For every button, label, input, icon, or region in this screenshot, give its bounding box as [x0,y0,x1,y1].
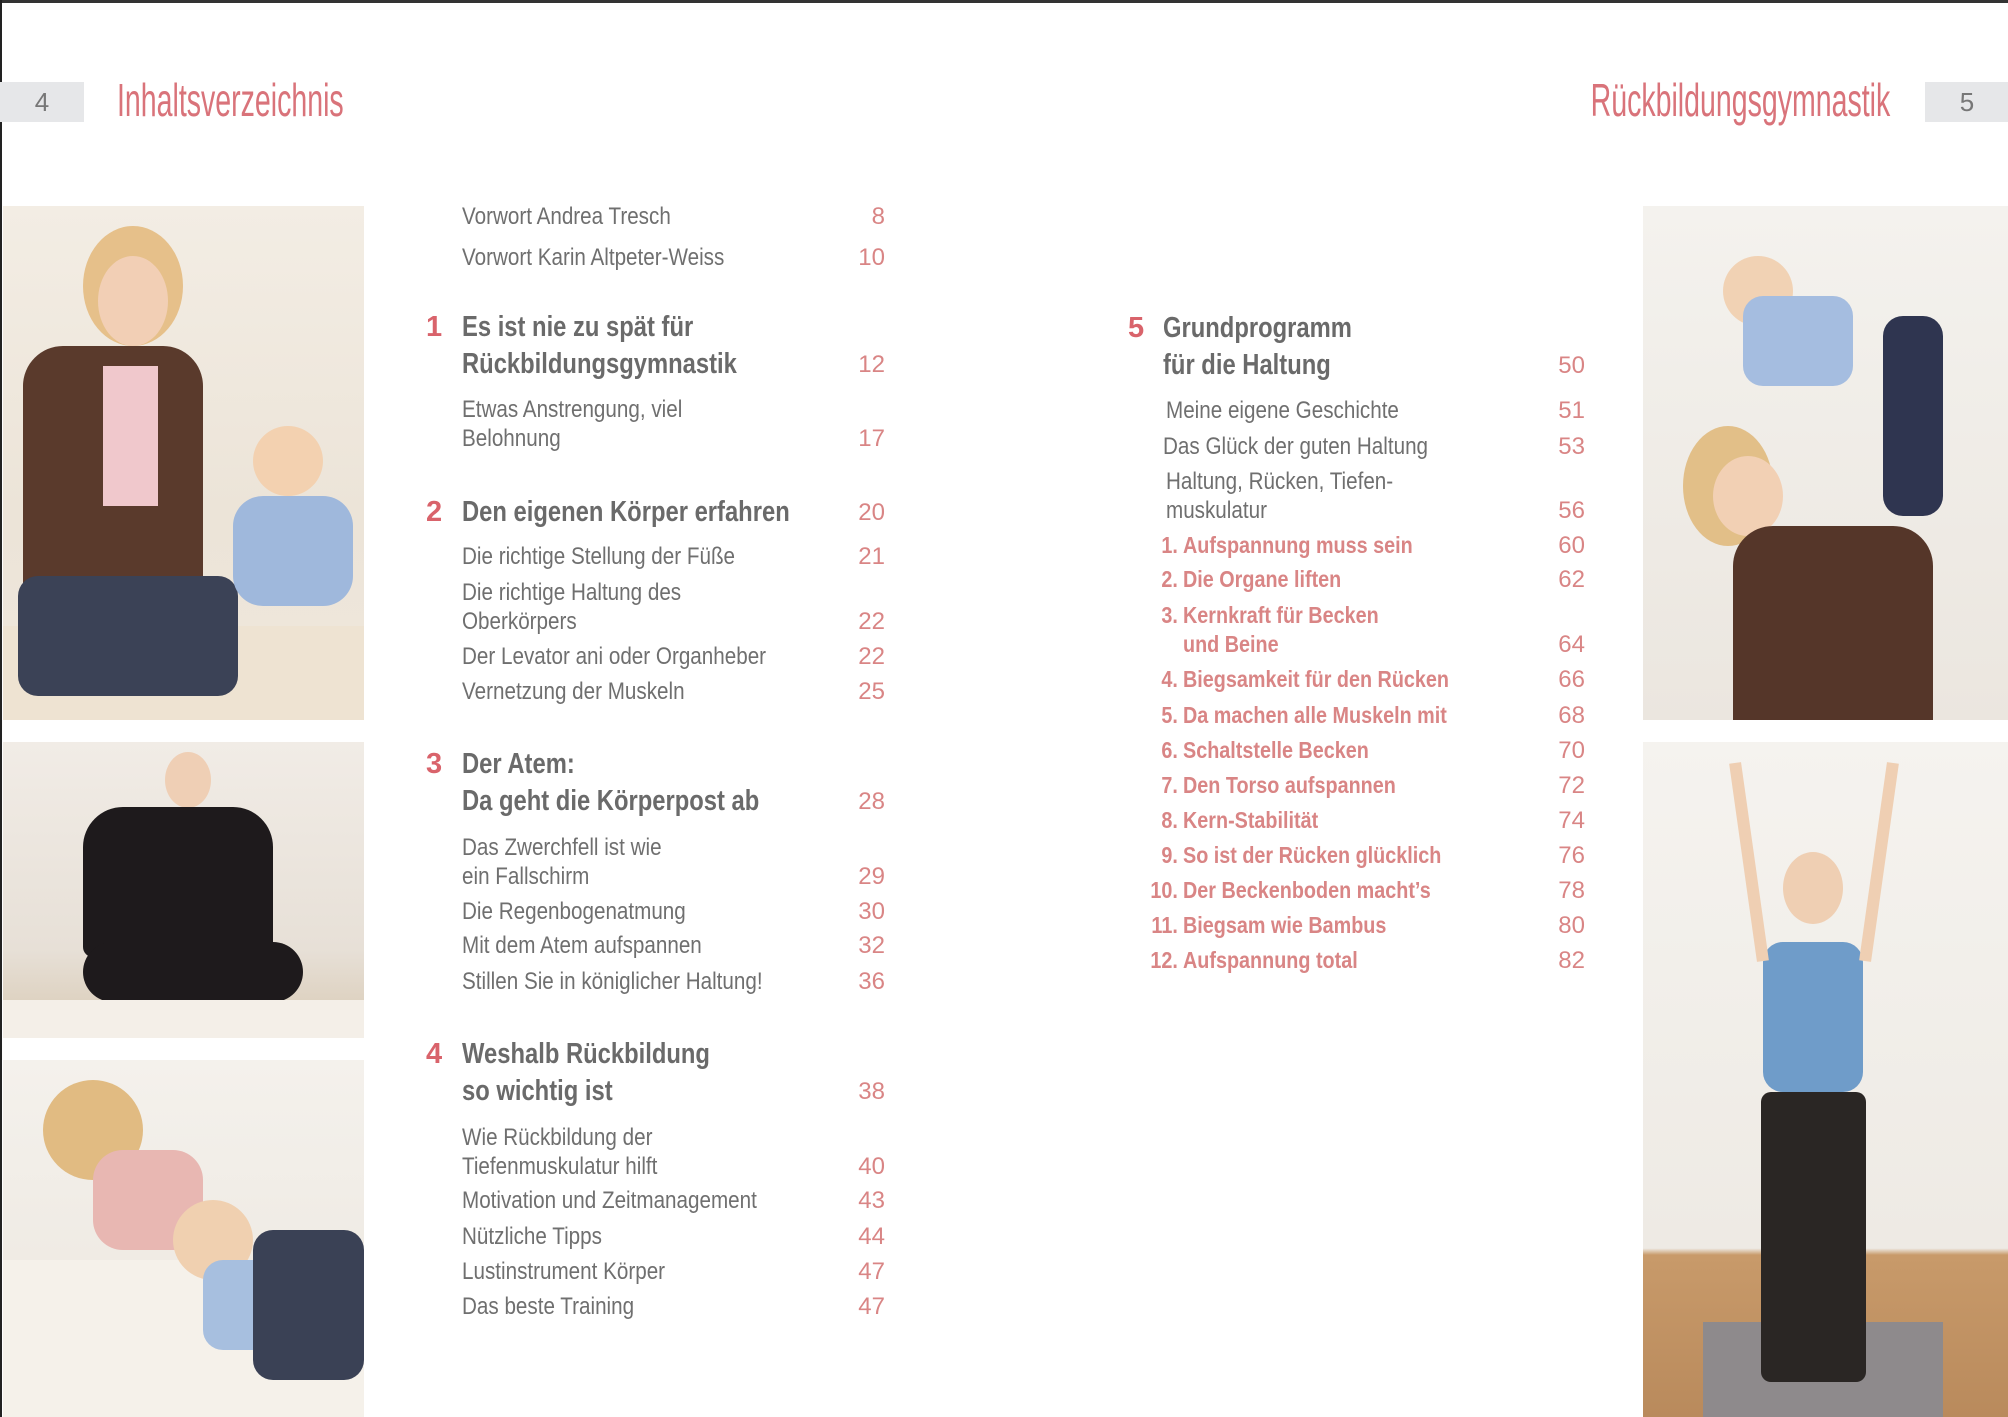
entry-title-line: Mit dem Atem aufspannen [462,932,702,960]
entry-title-line: Der Levator ani oder Organheber [462,643,767,671]
chapter-number: 4 [426,1038,443,1071]
exercise-number: 5. [1161,702,1178,729]
page-ref[interactable]: 66 [1558,666,1585,694]
toc-entry[interactable] [1163,310,1352,384]
toc-entry[interactable] [462,931,702,960]
exercise-number: 8. [1161,806,1178,833]
toc-entry[interactable] [462,542,735,571]
left-page-number: 4 [0,82,84,122]
photo-nursing-mother [3,1060,364,1417]
entry-title-line: Oberkörpers [462,608,577,636]
entry-title-line: Das Zwerchfell ist wie [462,833,662,861]
entry-title-line: Da machen alle Muskeln mit [1183,702,1447,729]
page-ref[interactable]: 17 [858,425,885,453]
entry-title-line: Etwas Anstrengung, viel [462,396,683,424]
toc-entry[interactable] [1161,736,1369,765]
toc-entry[interactable] [1161,601,1379,659]
page-ref[interactable]: 47 [858,1257,885,1285]
entry-title-line: Nützliche Tipps [462,1222,602,1250]
entry-title-line: Grundprogramm [1163,312,1352,345]
page-ref[interactable]: 76 [1558,841,1585,869]
toc-entry[interactable] [1151,911,1387,940]
chapter-number: 5 [1128,312,1145,345]
entry-title-line: Der Atem: [462,747,575,780]
left-page-header: Inhaltsverzeichnis [117,74,344,126]
entry-title-line: Die Organe liften [1183,566,1342,593]
entry-title-line: Haltung, Rücken, Tiefen- [1166,467,1394,495]
exercise-number: 6. [1161,736,1178,763]
exercise-number: 3. [1161,602,1178,629]
exercise-number: 2. [1161,566,1178,593]
page-ref[interactable]: 74 [1558,806,1585,834]
entry-title-line: Die richtige Haltung des [462,579,682,607]
entry-title-line: Den Torso aufspannen [1183,772,1396,799]
page-ref[interactable]: 36 [858,968,885,996]
entry-title-line: muskulatur [1166,496,1267,524]
entry-title-line: Vorwort Karin Altpeter-Weiss [462,243,725,271]
photo-stretching-woman [1643,742,2008,1417]
page-ref[interactable]: 51 [1558,397,1585,425]
page-ref[interactable]: 8 [871,202,885,230]
photo-breathing-exercise [3,742,364,1038]
page-ref[interactable]: 50 [1558,352,1585,380]
exercise-number: 10. [1150,877,1178,904]
toc-entry[interactable] [1161,665,1450,694]
toc-entry[interactable] [462,746,759,820]
page-ref[interactable]: 64 [1558,631,1585,659]
entry-title-line: Die richtige Stellung der Füße [462,543,736,571]
page-ref[interactable]: 28 [858,787,885,815]
toc-entry[interactable] [462,677,685,706]
entry-title-line: Weshalb Rückbildung [462,1038,710,1071]
chapter-number: 2 [426,495,443,528]
toc-entry[interactable] [462,1222,602,1251]
page-ref[interactable]: 80 [1558,911,1585,939]
entry-title-line: Da geht die Körperpost ab [462,784,760,817]
page-ref[interactable]: 21 [858,543,885,571]
page-ref[interactable]: 44 [858,1222,885,1250]
toc-entry[interactable] [1161,771,1396,800]
toc-entry[interactable] [462,1123,657,1181]
page-ref[interactable]: 30 [858,897,885,925]
page-ref[interactable]: 25 [858,677,885,705]
page-ref[interactable]: 32 [858,932,885,960]
page-ref[interactable]: 70 [1558,736,1585,764]
entry-title-line: Belohnung [462,425,561,453]
page-top-edge [0,0,2008,3]
entry-title-line: Kern-Stabilität [1183,806,1319,833]
exercise-number: 4. [1161,666,1178,693]
entry-title-line: Tiefenmuskulatur hilft [462,1153,658,1181]
entry-title-line: Lustinstrument Körper [462,1257,666,1285]
toc-entry[interactable] [462,833,662,891]
toc-entry[interactable] [1161,701,1447,730]
toc-entry[interactable] [462,202,671,231]
exercise-number: 9. [1161,841,1178,868]
entry-title-line: Biegsam wie Bambus [1183,911,1387,938]
page-ref[interactable]: 12 [858,351,885,379]
page-ref[interactable]: 82 [1558,946,1585,974]
page-ref[interactable]: 29 [858,862,885,890]
exercise-number: 7. [1161,772,1178,799]
photo-lifting-baby [1643,206,2008,720]
page-ref[interactable]: 22 [858,608,885,636]
toc-entry[interactable] [462,494,790,531]
page-ref[interactable]: 62 [1558,566,1585,594]
toc-entry[interactable] [462,1257,665,1286]
page-ref[interactable]: 43 [858,1187,885,1215]
page-ref[interactable]: 10 [858,243,885,271]
entry-title-line: ein Fallschirm [462,862,590,890]
exercise-number: 1. [1161,531,1178,558]
entry-title-line: Das beste Training [462,1293,635,1321]
chapter-number: 3 [426,747,443,780]
entry-title-line: Vernetzung der Muskeln [462,677,685,705]
toc-entry[interactable] [1150,946,1358,975]
toc-entry[interactable] [462,578,681,636]
entry-title-line: Kernkraft für Becken [1183,602,1379,629]
entry-title-line: so wichtig ist [462,1075,613,1108]
page-ref[interactable]: 40 [858,1153,885,1181]
toc-entry[interactable] [462,1292,634,1321]
chapter-number: 1 [426,311,443,344]
page-ref[interactable]: 78 [1558,877,1585,905]
entry-title-line: Schaltstelle Becken [1183,736,1369,763]
toc-entry[interactable] [1161,806,1319,835]
right-page-header: Rückbildungsgymnastik [1590,74,1890,126]
entry-title-line: Den eigenen Körper erfahren [462,495,790,528]
page-ref[interactable]: 53 [1558,433,1585,461]
entry-title-line: Aufspannung muss sein [1183,531,1413,558]
entry-title-line: Motivation und Zeitmanagement [462,1187,757,1215]
entry-title-line: Das Glück der guten Haltung [1163,433,1429,461]
page-ref[interactable]: 60 [1558,531,1585,559]
entry-title-line: und Beine [1183,631,1279,658]
toc-entry[interactable] [1150,876,1431,905]
page-left-edge [0,0,2,1417]
toc-entry[interactable] [1161,565,1342,594]
page-ref[interactable]: 20 [858,498,885,526]
photo-mother-with-baby [3,206,364,720]
toc-entry[interactable] [462,243,724,272]
entry-title-line: So ist der Rücken glücklich [1183,841,1442,868]
entry-title-line: Biegsamkeit für den Rücken [1183,666,1450,693]
entry-title-line: für die Haltung [1163,349,1331,382]
entry-title-line: Aufspannung total [1183,946,1358,973]
page-ref[interactable]: 68 [1558,702,1585,730]
entry-title-line: Rückbildungsgymnastik [462,348,737,381]
entry-title-line: Der Beckenboden macht’s [1183,877,1431,904]
entry-title-line: Die Regenbogenatmung [462,897,686,925]
page-ref[interactable]: 56 [1558,496,1585,524]
toc-entry[interactable] [1166,467,1393,525]
entry-title-line: Vorwort Andrea Tresch [462,202,671,230]
toc-entry[interactable] [1163,432,1428,461]
exercise-number: 11. [1151,911,1178,938]
toc-entry[interactable] [1166,396,1399,425]
entry-title-line: Stillen Sie in königlicher Haltung! [462,968,763,996]
toc-entry[interactable] [462,967,763,996]
toc-entry[interactable] [462,1036,710,1110]
page-ref[interactable]: 38 [858,1078,885,1106]
exercise-number: 12. [1150,946,1178,973]
toc-entry[interactable] [462,309,737,383]
page-ref[interactable]: 22 [858,643,885,671]
toc-entry[interactable] [462,642,766,671]
entry-title-line: Meine eigene Geschichte [1166,397,1399,425]
entry-title-line: Es ist nie zu spät für [462,311,694,344]
toc-entry[interactable] [1161,841,1442,870]
toc-entry[interactable] [462,395,682,453]
right-page-number: 5 [1925,82,2008,122]
page-ref[interactable]: 72 [1558,772,1585,800]
toc-entry[interactable] [1161,531,1413,560]
entry-title-line: Wie Rückbildung der [462,1124,653,1152]
page-ref[interactable]: 47 [858,1293,885,1321]
toc-entry[interactable] [462,1186,757,1215]
toc-entry[interactable] [462,897,686,926]
